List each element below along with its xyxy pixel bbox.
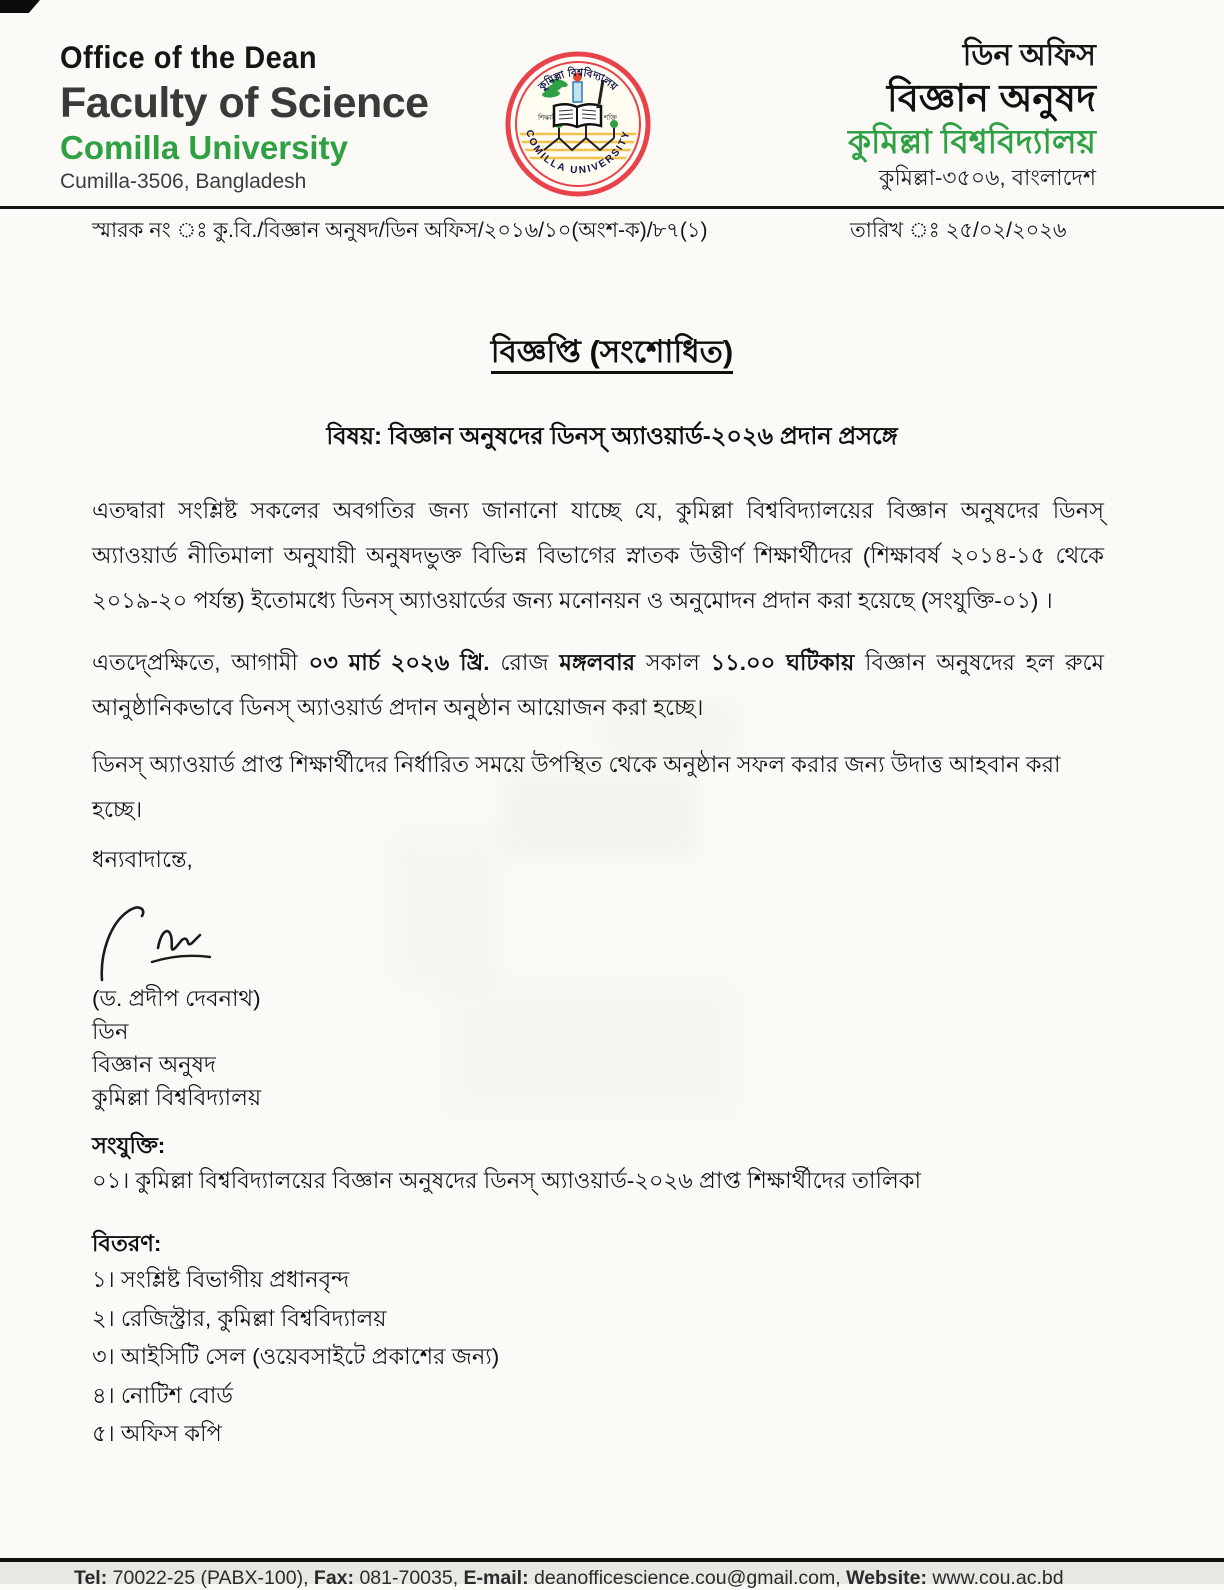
seal-right-word: শক্তি: [604, 115, 617, 122]
distribution-item: ২। রেজিস্ট্রার, কুমিল্লা বিশ্ববিদ্যালয়: [92, 1305, 387, 1331]
signatory-faculty: বিজ্ঞান অনুষদ: [92, 1052, 216, 1077]
signatory-university: কুমিল্লা বিশ্ববিদ্যালয়: [92, 1085, 262, 1110]
seal-arc-top-text: কুমিল্লা বিশ্ববিদ্যালয়: [536, 66, 620, 94]
attachment-item-1: ০১। কুমিল্লা বিশ্ববিদ্যালয়ের বিজ্ঞান অনুষদের ডিনস্ অ্যাওয়ার্ড-২০২৬ প্রাপ্ত শিক্ষার্থীদের তালিকা: [92, 1168, 921, 1193]
address-english: Cumilla-3506, Bangladesh: [60, 170, 307, 194]
paragraph-2-segment: সকাল: [634, 650, 711, 675]
attachments-heading: সংযুক্তি:: [92, 1133, 166, 1158]
body-paragraph-3: ডিনস্ অ্যাওয়ার্ড প্রাপ্ত শিক্ষার্থীদের নির্ধারিত সময়ে উপস্থিত থেকে অনুষ্ঠান সফল করার জন্য উদাত্ত আহবান করা হচ্ছে।: [92, 752, 1061, 822]
tel-value: 70022-25 (PABX-100),: [107, 1567, 314, 1589]
body-paragraph-1: এতদ্বারা সংশ্লিষ্ট সকলের অবগতির জন্য জানানো যাচ্ছে যে, কুমিল্লা বিশ্ববিদ্যালয়ের বিজ্ঞান অনুষদের ডিনস্ অ্যাওয়ার্ড নীতিমালা অনুযায়ী অনুষদভুক্ত বিভিন্ন বিভাগের স্নাতক উত্তীর্ণ শিক্ষার্থীদের (শিক্ষাবর্ষ ২০১৪-১৫ থেকে ২০১৯-২০ পর্যন্ত) ইতোমধ্যে ডিনস্ অ্যাওয়ার্ডের জন্য মনোনয়ন ও অনুমোদন প্রদান করা হয়েছে (সংযুক্তি-০১) ।: [92, 498, 1104, 613]
notice-title-text: বিজ্ঞপ্তি (সংশোধিত): [491, 334, 734, 374]
body-paragraph-2: [92, 640, 1104, 730]
university-seal-icon: [504, 50, 652, 198]
email-label: E-mail:: [463, 1567, 529, 1589]
faculty-name-english: Faculty of Science: [60, 79, 429, 128]
notice-title: [0, 328, 1224, 380]
memo-number: স্মারক নং ঃ কু.বি./বিজ্ঞান অনুষদ/ডিন অফিস/২০১৬/১০(অংশ-ক)/৮৭(১): [92, 219, 708, 242]
address-bengali: কুমিল্লা-৩৫০৬, বাংলাদেশ: [879, 165, 1096, 191]
university-seal-logo: [504, 50, 652, 198]
office-of-the-dean-label: Office of the Dean: [60, 40, 318, 76]
distribution-list: [92, 1261, 499, 1454]
website-value: www.cou.ac.bd: [926, 1567, 1064, 1589]
distribution-item: ৫। অফিস কপি: [92, 1421, 222, 1446]
event-time-bold: ১১.০০ ঘটিকায়: [710, 650, 855, 675]
signature-icon: [96, 896, 306, 984]
distribution-item: ৪। নোটিশ বোর্ড: [92, 1382, 233, 1408]
paragraph-2-segment: এতদ্প্রেক্ষিতে, আগামী: [92, 650, 309, 675]
fax-value: 081-70035,: [354, 1567, 464, 1589]
signatory-name: (ড. প্রদীপ দেবনাথ): [92, 986, 261, 1011]
university-name-bengali: কুমিল্লা বিশ্ববিদ্যালয়: [847, 123, 1096, 161]
email-value: deanofficescience.cou@gmail.com,: [528, 1567, 847, 1589]
footer-contact-line: [74, 1567, 1064, 1590]
dean-office-label-bengali: ডিন অফিস: [962, 39, 1096, 72]
university-name-english: Comilla University: [60, 128, 348, 166]
event-date-bold: ০৩ মার্চ ২০২৬ খ্রি.: [308, 650, 490, 675]
website-label: Website:: [846, 1567, 927, 1589]
faculty-name-bengali: বিজ্ঞান অনুষদ: [886, 77, 1096, 120]
distribution-item: ১। সংশ্লিষ্ট বিভাগীয় প্রধানবৃন্দ: [92, 1267, 350, 1292]
fax-label: Fax:: [313, 1567, 355, 1589]
event-day-bold: মঙ্গলবার: [559, 650, 635, 675]
distribution-heading: বিতরণ:: [92, 1231, 162, 1256]
tel-label: Tel:: [74, 1567, 108, 1589]
signatory-block: [92, 982, 261, 1114]
dean-signature: [96, 896, 306, 989]
letterhead-bengali-block: [848, 40, 1096, 189]
closing-salutation: ধন্যবাদান্তে,: [92, 847, 193, 872]
paragraph-2-segment: রোজ: [489, 650, 560, 675]
signatory-designation: ডিন: [92, 1019, 129, 1044]
distribution-item: ৩। আইসিটি সেল (ওয়েবসাইটে প্রকাশের জন্য): [92, 1344, 500, 1369]
header-divider-rule: [0, 206, 1224, 209]
subject-line: বিষয়: বিজ্ঞান অনুষদের ডিনস্ অ্যাওয়ার্ড-২০২৬ প্রদান প্রসঙ্গে: [326, 423, 898, 450]
notice-date: তারিখ ঃ ২৫/০২/২০২৬: [850, 219, 1067, 242]
seal-left-word: শিক্ষাই: [538, 115, 556, 122]
paragraph-2-segment: বিজ্ঞান অনুষদের হল রুমে আনুষ্ঠানিকভাবে ডিনস্ অ্যাওয়ার্ড প্রদান অনুষ্ঠান আয়োজন করা হচ্ছে।: [92, 650, 1104, 720]
letterhead-english-block: [60, 42, 429, 193]
seal-arc-bottom-text: COMILLA UNIVERSITY: [523, 128, 633, 177]
scan-corner-artifact: [0, 0, 40, 13]
